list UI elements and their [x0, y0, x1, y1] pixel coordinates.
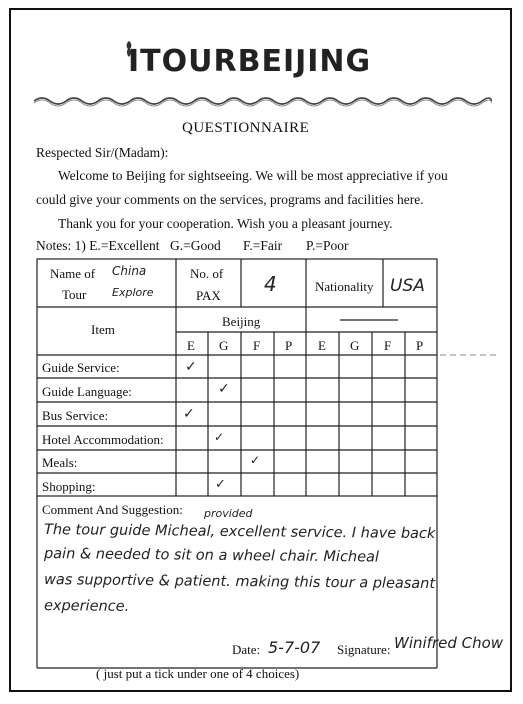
row-label-guide-service: Guide Service: — [42, 360, 120, 375]
city-1-label: Beijing — [222, 314, 261, 329]
comment-line-1: The tour guide Micheal, excellent service. I have back — [43, 522, 436, 543]
date-label: Date: — [232, 642, 261, 657]
notes-excellent: Notes: 1) E.=Excellent — [36, 238, 160, 253]
brand-logo: ITOURBEIJING — [128, 44, 372, 79]
tick-hotel-g: ✓ — [214, 430, 225, 444]
salutation: Respected Sir/(Madam): — [36, 145, 169, 160]
col-p-1: P — [285, 338, 293, 353]
date-value-handwritten: 5-7-07 — [268, 638, 321, 657]
name-of-tour-label-1: Name of — [50, 266, 96, 281]
comment-line-3: was supportive & patient. making this tour a pleasant — [43, 572, 436, 593]
signature-handwritten: Winifred Chow — [394, 634, 504, 652]
tour-name-handwritten-2: Explore — [112, 286, 154, 299]
intro-line-1: Welcome to Beijing for sightseeing. We will be most appreciative if you — [58, 168, 448, 183]
col-f-2: F — [384, 338, 392, 353]
tick-guide-language-g: ✓ — [218, 381, 230, 397]
notes-poor: P.=Poor — [306, 238, 349, 253]
col-p-2: P — [416, 338, 424, 353]
nationality-label: Nationality — [315, 279, 374, 294]
pax-value-handwritten: 4 — [264, 272, 277, 296]
comment-line-4: experience. — [43, 598, 130, 615]
tour-name-handwritten-1: China — [112, 264, 147, 278]
row-label-hotel: Hotel Accommodation: — [42, 432, 164, 447]
intro-line-2: could give your comments on the services, programs and facilities here. — [36, 192, 424, 207]
pax-label-2: PAX — [196, 288, 221, 303]
nationality-value-handwritten: USA — [390, 276, 425, 296]
item-column-label: Item — [91, 322, 115, 337]
tick-guide-service-e: ✓ — [185, 359, 197, 375]
col-e-2: E — [318, 338, 326, 353]
comments-insert-word: provided — [204, 507, 253, 520]
comments-label: Comment And Suggestion: — [42, 502, 183, 517]
questionnaire-title: QUESTIONNAIRE — [182, 120, 310, 136]
col-g-2: G — [350, 338, 360, 353]
tick-shopping-g: ✓ — [215, 477, 226, 492]
intro-line-3: Thank you for your cooperation. Wish you a pleasant journey. — [58, 216, 393, 231]
tick-meals-f: ✓ — [250, 453, 261, 467]
row-label-guide-language: Guide Language: — [42, 384, 132, 399]
footer-note: ( just put a tick under one of 4 choices) — [96, 666, 300, 681]
row-label-meals: Meals: — [42, 455, 78, 470]
name-of-tour-label-2: Tour — [62, 287, 87, 302]
col-f-1: F — [253, 338, 261, 353]
pax-label-1: No. of — [190, 266, 224, 281]
col-g-1: G — [219, 338, 229, 353]
signature-label: Signature: — [337, 642, 391, 657]
tick-bus-service-e: ✓ — [183, 406, 195, 422]
notes-good: G.=Good — [170, 238, 221, 253]
row-label-bus-service: Bus Service: — [42, 408, 109, 423]
col-e-1: E — [187, 338, 195, 353]
row-label-shopping: Shopping: — [42, 479, 96, 494]
comment-line-2: pain & needed to sit on a wheel chair. Micheal — [43, 546, 380, 566]
notes-fair: F.=Fair — [243, 238, 283, 253]
